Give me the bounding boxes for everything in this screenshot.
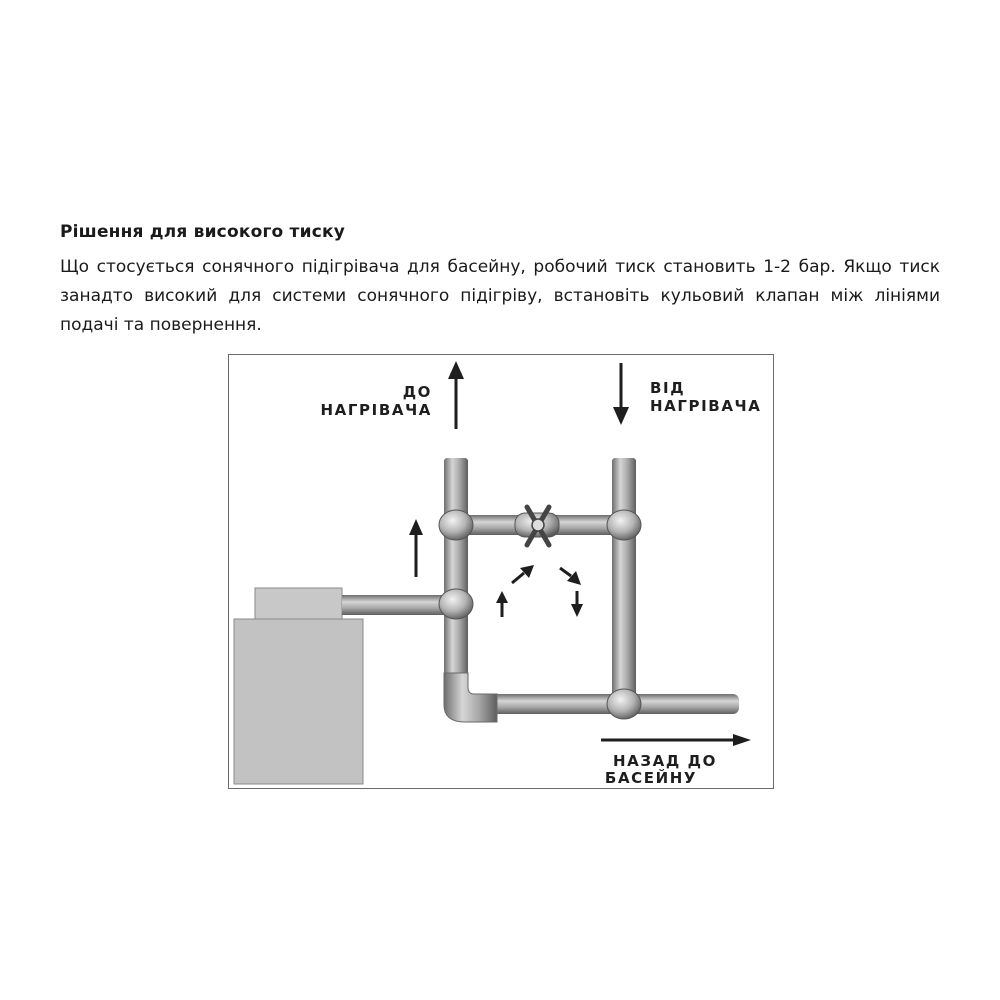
tee-joint-bottom-right xyxy=(607,689,641,719)
down-arrow-from-heater xyxy=(613,363,629,425)
tee-joint-pump xyxy=(439,589,473,619)
section-paragraph: Що стосується сонячного підігрівача для басейну, робочий тиск становить 1-2 бар. Якщо тиск занадто високий для системи сонячного підігріву, встановіть кульовий клапан між лініями подачі та повернення. xyxy=(60,257,940,335)
up-arrow-to-heater xyxy=(448,361,464,429)
pump-body xyxy=(234,619,363,784)
tee-joint-top-left xyxy=(439,510,473,540)
elbow-fitting xyxy=(444,673,497,722)
label-back-to-pool-line2: БАСЕЙНУ xyxy=(604,769,698,787)
ball-valve xyxy=(515,507,559,545)
bypass-arrow-diag-left xyxy=(512,573,524,583)
bypass-flow-arrows xyxy=(496,565,583,617)
plumbing-diagram xyxy=(228,354,774,789)
label-back-to-pool-line1: НАЗАД ДО xyxy=(613,752,717,770)
label-to-heater-line1: ДО xyxy=(402,383,432,401)
right-arrow-to-pool xyxy=(601,734,751,746)
pool-pump xyxy=(234,588,363,784)
section-heading: Рішення для високого тиску xyxy=(60,222,345,242)
pump-top-block xyxy=(255,588,342,621)
pump-outlet-pipe xyxy=(342,595,452,615)
up-arrow-supply xyxy=(409,519,423,577)
label-from-heater-line2: НАГРІВАЧА xyxy=(650,397,762,415)
bypass-arrow-diag-right xyxy=(560,568,571,576)
plumbing-diagram-svg xyxy=(229,355,774,789)
label-from-heater-line1: ВІД xyxy=(650,379,686,397)
supply-riser-pipe xyxy=(444,458,468,703)
label-to-heater-line2: НАГРІВАЧА xyxy=(320,401,432,419)
tee-joint-top-right xyxy=(607,510,641,540)
return-riser-pipe xyxy=(612,458,636,708)
valve-stem xyxy=(532,519,544,531)
